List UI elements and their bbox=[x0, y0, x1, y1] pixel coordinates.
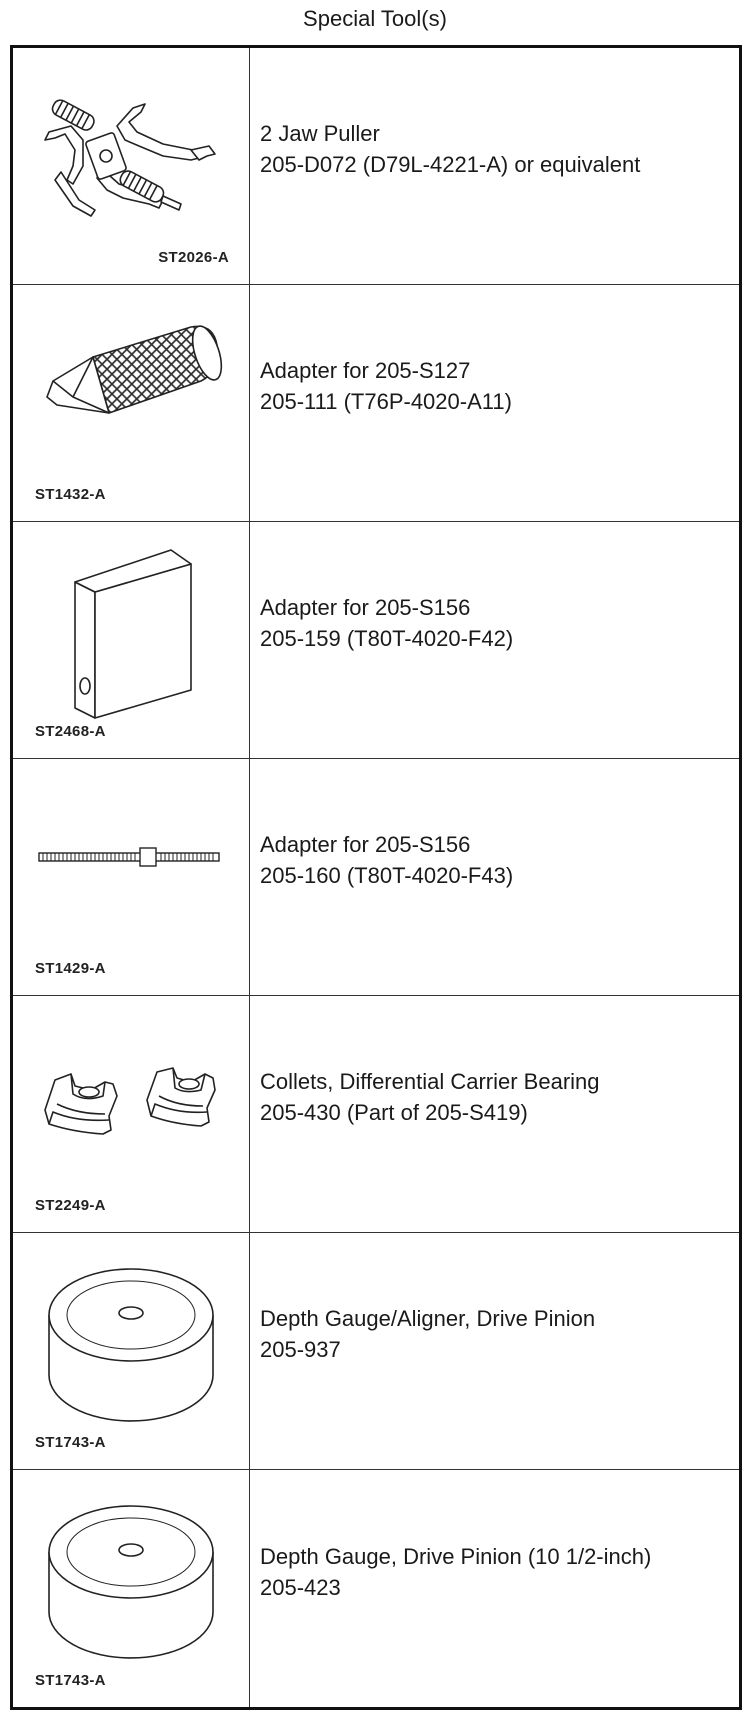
tool-row bbox=[13, 996, 739, 1233]
tool-illustration-cell bbox=[13, 48, 250, 284]
special-tools-table bbox=[10, 45, 742, 1710]
tool-description bbox=[250, 48, 739, 284]
tool-code: ST1429-A bbox=[35, 960, 106, 977]
tool-code: ST2249-A bbox=[35, 1197, 106, 1214]
depth-gauge-disc-icon bbox=[13, 1470, 249, 1706]
tool-name: Depth Gauge, Drive Pinion (10 1/2-inch) bbox=[260, 1543, 652, 1569]
tool-illustration-cell bbox=[13, 759, 250, 995]
tool-illustration-cell bbox=[13, 285, 250, 521]
tool-row bbox=[13, 1470, 739, 1707]
tool-illustration-cell bbox=[13, 1470, 250, 1707]
tool-name: Adapter for 205-S127 bbox=[260, 358, 471, 383]
tool-row bbox=[13, 759, 739, 996]
tool-name: Collets, Differential Carrier Bearing bbox=[260, 1069, 600, 1094]
tool-number: 205-160 (T80T-4020-F43) bbox=[260, 863, 514, 888]
tool-description bbox=[250, 522, 739, 758]
tool-number: 205-159 (T80T-4020-F42) bbox=[260, 626, 514, 651]
tool-number: 205-423 bbox=[260, 1574, 341, 1600]
tool-number: 205-430 (Part of 205-S419) bbox=[260, 1100, 528, 1125]
tool-description bbox=[250, 1470, 739, 1707]
tool-row bbox=[13, 48, 739, 285]
tool-number: 205-111 (T76P-4020-A11) bbox=[260, 389, 512, 414]
tool-number: 205-D072 (D79L-4221-A) or equivalent bbox=[260, 152, 641, 177]
tool-name: 2 Jaw Puller bbox=[260, 121, 380, 146]
tool-description bbox=[250, 285, 739, 521]
tool-illustration-cell bbox=[13, 1233, 250, 1469]
tool-illustration-cell bbox=[13, 996, 250, 1232]
tool-code: ST1743-A bbox=[35, 1434, 106, 1451]
tool-row bbox=[13, 522, 739, 759]
tool-code: ST2468-A bbox=[35, 723, 106, 740]
tool-code: ST2026-A bbox=[158, 249, 229, 266]
tool-code: ST1743-A bbox=[35, 1672, 106, 1689]
tool-row bbox=[13, 1233, 739, 1470]
page-title: Special Tool(s) bbox=[303, 6, 447, 31]
tool-name: Adapter for 205-S156 bbox=[260, 595, 471, 620]
tool-row bbox=[13, 285, 739, 522]
tool-description bbox=[250, 759, 739, 995]
tool-name: Adapter for 205-S156 bbox=[260, 832, 471, 857]
tool-description bbox=[250, 996, 739, 1232]
tool-name: Depth Gauge/Aligner, Drive Pinion bbox=[260, 1306, 596, 1331]
tool-description bbox=[250, 1233, 739, 1469]
tool-illustration-cell bbox=[13, 522, 250, 758]
tool-number: 205-937 bbox=[260, 1337, 341, 1362]
tool-code: ST1432-A bbox=[35, 486, 106, 503]
